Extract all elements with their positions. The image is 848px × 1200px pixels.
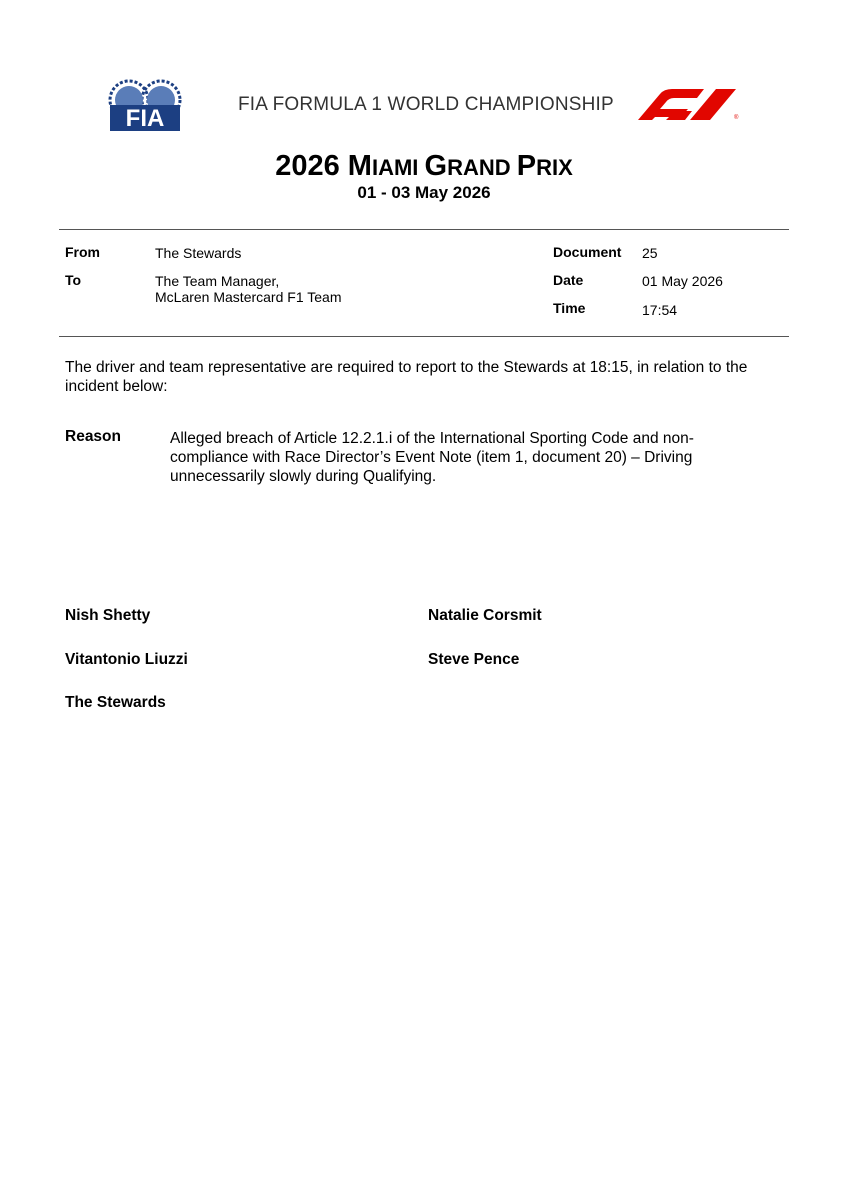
divider-top [59, 229, 789, 230]
divider-bottom [59, 336, 789, 337]
steward-name: Vitantonio Liuzzi [65, 651, 188, 668]
event-title-year: 2026 [275, 150, 348, 182]
time-label: Time [553, 300, 586, 316]
summons-text: The driver and team representative are required to report to the Stewards at 18:15, in relation to the incident below: [65, 359, 748, 395]
from-value: The Stewards [155, 245, 242, 261]
document-value: 25 [642, 245, 658, 261]
f1-logo [634, 86, 740, 122]
to-value-line1: The Team Manager, [155, 273, 280, 289]
date-value: 01 May 2026 [642, 273, 723, 289]
steward-name: Steve Pence [428, 651, 520, 668]
reason-text: Alleged breach of Article 12.2.1.i of the International Sporting Code and non-compliance with Race Director’s Event Note (item 1, document 20) – Driving unnecessarily slowly during Qualifying. [170, 430, 694, 485]
document-label: Document [553, 244, 622, 260]
to-label: To [65, 272, 82, 288]
championship-title: FIA FORMULA 1 WORLD CHAMPIONSHIP [238, 94, 614, 115]
svg-text:®: ® [734, 115, 739, 121]
stewards-signoff: The Stewards [65, 694, 166, 711]
steward-name: Natalie Corsmit [428, 607, 542, 624]
date-label: Date [553, 272, 584, 288]
event-title: 2026 MIAMI GRAND PRIX [275, 150, 573, 182]
fia-logo [108, 78, 182, 134]
reason-label: Reason [65, 428, 121, 445]
from-label: From [65, 244, 100, 260]
steward-name: Nish Shetty [65, 607, 151, 624]
time-value: 17:54 [642, 302, 678, 318]
to-value-line2: McLaren Mastercard F1 Team [155, 289, 342, 305]
event-dates: 01 - 03 May 2026 [357, 183, 491, 202]
fia-logo-text: FIA [125, 105, 165, 132]
